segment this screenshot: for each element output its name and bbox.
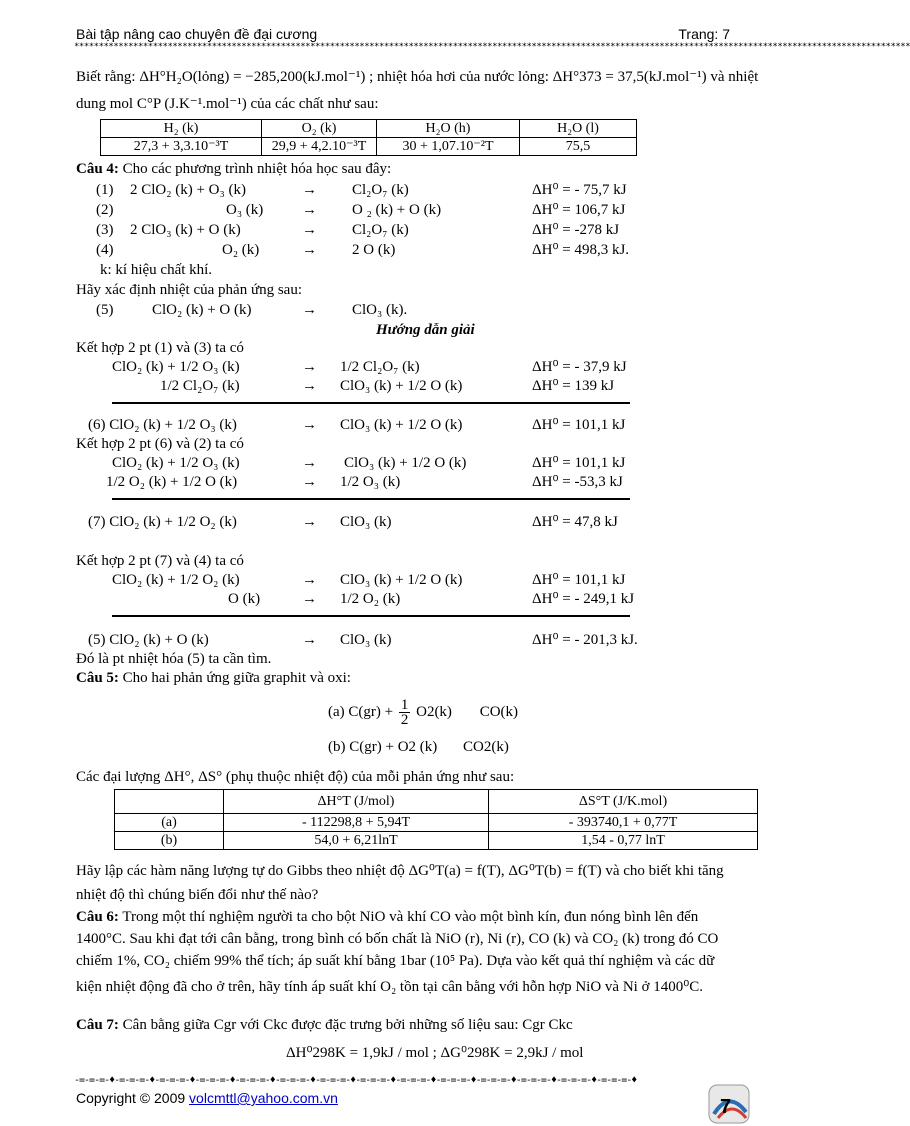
step-right: ClO₃ (k) + 1/2 O (k) bbox=[340, 378, 463, 394]
step-right: 1/2 O₂ (k) bbox=[340, 591, 401, 607]
q6-line-2: 1400°C. Sau khi đạt tới cân bằng, trong bình có bốn chất là NiO (r), Ni (r), CO (k) và CO₂ (k) trong đó CO bbox=[76, 931, 719, 947]
step-arrow: → bbox=[302, 474, 317, 490]
result-arrow: → bbox=[302, 632, 317, 648]
result-arrow: → bbox=[302, 514, 317, 530]
thermo-header bbox=[115, 790, 224, 814]
eq-left: 2 ClO₃ (k) + O (k) bbox=[130, 222, 241, 238]
q6-text: Trong một thí nghiệm người ta cho bột NiO và khí CO vào một bình kín, đun nóng bình lên đến bbox=[122, 909, 699, 925]
step-right: 1/2 O₃ (k) bbox=[340, 474, 401, 490]
reaction-a-left: (a) C(gr) + bbox=[328, 703, 394, 720]
fraction-den: 2 bbox=[400, 712, 409, 728]
eq-left: O₃ (k) bbox=[226, 202, 264, 218]
cp-header: O₂ (k) bbox=[262, 120, 377, 138]
q4-text: Cho các phương trình nhiệt hóa học sau đây: bbox=[122, 161, 392, 177]
cp-header: H₂ (k) bbox=[101, 120, 262, 138]
header-title: Bài tập nâng cao chuyên đề đại cương bbox=[76, 26, 318, 42]
q4-label: Câu 4: bbox=[76, 161, 119, 177]
q5-ask-1: Hãy lập các hàm năng lượng tự do Gibbs theo nhiệt độ ΔG⁰T(a) = f(T), ΔG⁰T(b) = f(T) và cho biết khi tăng bbox=[76, 863, 724, 879]
copyright: Copyright © 2009 bbox=[76, 1090, 186, 1106]
eq-right: 2 O (k) bbox=[352, 242, 396, 258]
cp-value: 75,5 bbox=[520, 138, 637, 156]
eq-arrow: → bbox=[302, 182, 317, 198]
sum-rule bbox=[112, 402, 630, 404]
result-arrow: → bbox=[302, 417, 317, 433]
q4-note: k: kí hiệu chất khí. bbox=[100, 262, 213, 278]
cp-value: 29,9 + 4,2.10⁻³T bbox=[262, 138, 377, 156]
target-right: ClO₃ (k). bbox=[352, 302, 408, 318]
result-right: ClO₃ (k) + 1/2 O (k) bbox=[340, 417, 463, 433]
thermo-cell: - 393740,1 + 0,77T bbox=[489, 814, 758, 832]
fraction-num: 1 bbox=[400, 697, 409, 713]
q6-line-3: chiếm 1%, CO₂ chiếm 99% thể tích; áp suất khí bằng 1bar (10⁵ Pa). Dựa vào kết quả thí nghiệm và các dữ bbox=[76, 953, 715, 969]
thermo-header: ΔH°T (J/mol) bbox=[224, 790, 489, 814]
reaction-a-o2: O2(k) bbox=[416, 703, 452, 720]
q7-formula: ΔH⁰298K = 1,9kJ / mol ; ΔG⁰298K = 2,9kJ / mol bbox=[286, 1045, 584, 1061]
footer bbox=[76, 1090, 338, 1106]
eq-arrow: → bbox=[302, 242, 317, 258]
q5-ask-2: nhiệt độ thì chúng biến đổi như thế nào? bbox=[76, 887, 319, 903]
eq-number: (2) bbox=[96, 202, 114, 218]
reaction-a-product: CO(k) bbox=[479, 703, 519, 720]
eq-dh: ΔH⁰ = 498,3 kJ. bbox=[532, 242, 630, 258]
q6-line-1 bbox=[76, 908, 698, 926]
step-2-text: Kết hợp 2 pt (6) và (2) ta có bbox=[76, 436, 244, 452]
result-right: ClO₃ (k) bbox=[340, 514, 392, 530]
result-dh: ΔH⁰ = 47,8 kJ bbox=[532, 514, 618, 530]
cp-header: H₂O (h) bbox=[377, 120, 520, 138]
intro-line-2: dung mol C°P (J.K⁻¹.mol⁻¹) của các chất như sau: bbox=[76, 96, 379, 112]
reaction-a bbox=[328, 698, 518, 727]
q7-line bbox=[76, 1016, 573, 1034]
thermo-cell: (a) bbox=[115, 814, 224, 832]
eq-right: O ₂ (k) + O (k) bbox=[352, 202, 442, 218]
header-divider: ************************************************************************************************************************************************************************** bbox=[74, 42, 910, 52]
q5-intro bbox=[76, 669, 351, 687]
reaction-b-product: CO2(k) bbox=[463, 739, 509, 755]
step-arrow: → bbox=[302, 378, 317, 394]
step-left: ClO₂ (k) + 1/2 O₃ (k) bbox=[112, 455, 240, 471]
step-right: ClO₃ (k) + 1/2 O (k) bbox=[340, 572, 463, 588]
step-3-text: Kết hợp 2 pt (7) và (4) ta có bbox=[76, 553, 244, 569]
step-arrow: → bbox=[302, 455, 317, 471]
thermo-header: ΔS°T (J/K.mol) bbox=[489, 790, 758, 814]
solution-heading: Hướng dẫn giải bbox=[376, 322, 475, 338]
page-badge-icon bbox=[706, 1082, 752, 1126]
q4-ask: Hãy xác định nhiệt của phản ứng sau: bbox=[76, 282, 302, 298]
reaction-b bbox=[328, 738, 509, 756]
page-badge-number: 7 bbox=[720, 1096, 732, 1118]
step-dh: ΔH⁰ = 139 kJ bbox=[532, 378, 615, 394]
thermo-cell: (b) bbox=[115, 832, 224, 850]
step-left: O (k) bbox=[228, 591, 261, 607]
target-arrow: → bbox=[302, 302, 317, 318]
target-left: ClO₂ (k) + O (k) bbox=[152, 302, 252, 318]
q7-text: Cân bằng giữa Cgr với Ckc được đặc trưng bởi những số liệu sau: Cgr Ckc bbox=[122, 1017, 573, 1033]
result-left: (7) ClO₂ (k) + 1/2 O₂ (k) bbox=[88, 514, 237, 530]
q4-intro bbox=[76, 160, 391, 178]
q5-text: Cho hai phản ứng giữa graphit và oxi: bbox=[122, 670, 351, 686]
step-dh: ΔH⁰ = - 249,1 kJ bbox=[532, 591, 635, 607]
q6-label: Câu 6: bbox=[76, 909, 119, 925]
eq-dh: ΔH⁰ = -278 kJ bbox=[532, 222, 620, 238]
step-dh: ΔH⁰ = 101,1 kJ bbox=[532, 572, 626, 588]
intro-line-1: Biết rằng: ΔH°H₂O(lỏng) = −285,200(kJ.mol⁻¹) ; nhiệt hóa hơi của nước lỏng: ΔH°373 = 37,5(kJ.mol⁻¹) và nhiệt bbox=[76, 69, 759, 85]
header-page: Trang: 7 bbox=[678, 26, 730, 42]
q5-label: Câu 5: bbox=[76, 670, 119, 686]
result-dh: ΔH⁰ = - 201,3 kJ. bbox=[532, 632, 638, 648]
step-right: 1/2 Cl₂O₇ (k) bbox=[340, 359, 420, 375]
thermo-cell: - 112298,8 + 5,94T bbox=[224, 814, 489, 832]
step-left: 1/2 O₂ (k) + 1/2 O (k) bbox=[106, 474, 238, 490]
thermo-cell: 54,0 + 6,21lnT bbox=[224, 832, 489, 850]
cp-table bbox=[100, 119, 637, 156]
step-left: ClO₂ (k) + 1/2 O₂ (k) bbox=[112, 572, 240, 588]
eq-right: Cl₂O₇ (k) bbox=[352, 182, 409, 198]
step-dh: ΔH⁰ = 101,1 kJ bbox=[532, 455, 626, 471]
q7-label: Câu 7: bbox=[76, 1017, 119, 1033]
result-left: (5) ClO₂ (k) + O (k) bbox=[88, 632, 209, 648]
step-arrow: → bbox=[302, 591, 317, 607]
eq-right: Cl₂O₇ (k) bbox=[352, 222, 409, 238]
footer-divider: -=-=-=-♦-=-=-=-♦-=-=-=-♦-=-=-=-♦-=-=-=-♦-=-=-=-♦-=-=-=-♦-=-=-=-♦-=-=-=-♦-=-=-=-♦-=-=-=-♦-=-=-=-♦-=-=-=-♦-=-=-=-♦ bbox=[74, 1075, 637, 1086]
eq-arrow: → bbox=[302, 222, 317, 238]
step-arrow: → bbox=[302, 572, 317, 588]
step-left: ClO₂ (k) + 1/2 O₃ (k) bbox=[112, 359, 240, 375]
sum-rule bbox=[112, 615, 630, 617]
email-link[interactable]: volcmttl@yahoo.com.vn bbox=[189, 1090, 338, 1106]
eq-arrow: → bbox=[302, 202, 317, 218]
result-right: ClO₃ (k) bbox=[340, 632, 392, 648]
eq-number: (3) bbox=[96, 222, 114, 238]
eq-dh: ΔH⁰ = 106,7 kJ bbox=[532, 202, 626, 218]
eq-number: (4) bbox=[96, 242, 114, 258]
step-dh: ΔH⁰ = - 37,9 kJ bbox=[532, 359, 627, 375]
step-right: ClO₃ (k) + 1/2 O (k) bbox=[344, 455, 467, 471]
cp-header: H₂O (l) bbox=[520, 120, 637, 138]
step-left: 1/2 Cl₂O₇ (k) bbox=[160, 378, 240, 394]
half-fraction bbox=[399, 698, 411, 727]
q4-conclusion: Đó là pt nhiệt hóa (5) ta cần tìm. bbox=[76, 651, 272, 667]
eq-left: 2 ClO₂ (k) + O₃ (k) bbox=[130, 182, 246, 198]
cp-value: 27,3 + 3,3.10⁻³T bbox=[101, 138, 262, 156]
step-1-text: Kết hợp 2 pt (1) và (3) ta có bbox=[76, 340, 244, 356]
result-left: (6) ClO₂ (k) + 1/2 O₃ (k) bbox=[88, 417, 237, 433]
thermo-table bbox=[114, 789, 758, 850]
target-number: (5) bbox=[96, 302, 114, 318]
q5-quantities: Các đại lượng ΔH°, ΔS° (phụ thuộc nhiệt độ) của mỗi phản ứng như sau: bbox=[76, 769, 515, 785]
reaction-b-left: (b) C(gr) + O2 (k) bbox=[328, 739, 438, 755]
eq-number: (1) bbox=[96, 182, 114, 198]
sum-rule bbox=[112, 498, 630, 500]
eq-left: O₂ (k) bbox=[222, 242, 260, 258]
eq-dh: ΔH⁰ = - 75,7 kJ bbox=[532, 182, 627, 198]
result-dh: ΔH⁰ = 101,1 kJ bbox=[532, 417, 626, 433]
step-dh: ΔH⁰ = -53,3 kJ bbox=[532, 474, 623, 490]
cp-value: 30 + 1,07.10⁻²T bbox=[377, 138, 520, 156]
q6-line-4: kiện nhiệt động đã cho ở trên, hãy tính áp suất khí O₂ tồn tại cân bằng với hỗn hợp NiO và Ni ở 1400⁰C. bbox=[76, 979, 704, 995]
step-arrow: → bbox=[302, 359, 317, 375]
thermo-cell: 1,54 - 0,77 lnT bbox=[489, 832, 758, 850]
